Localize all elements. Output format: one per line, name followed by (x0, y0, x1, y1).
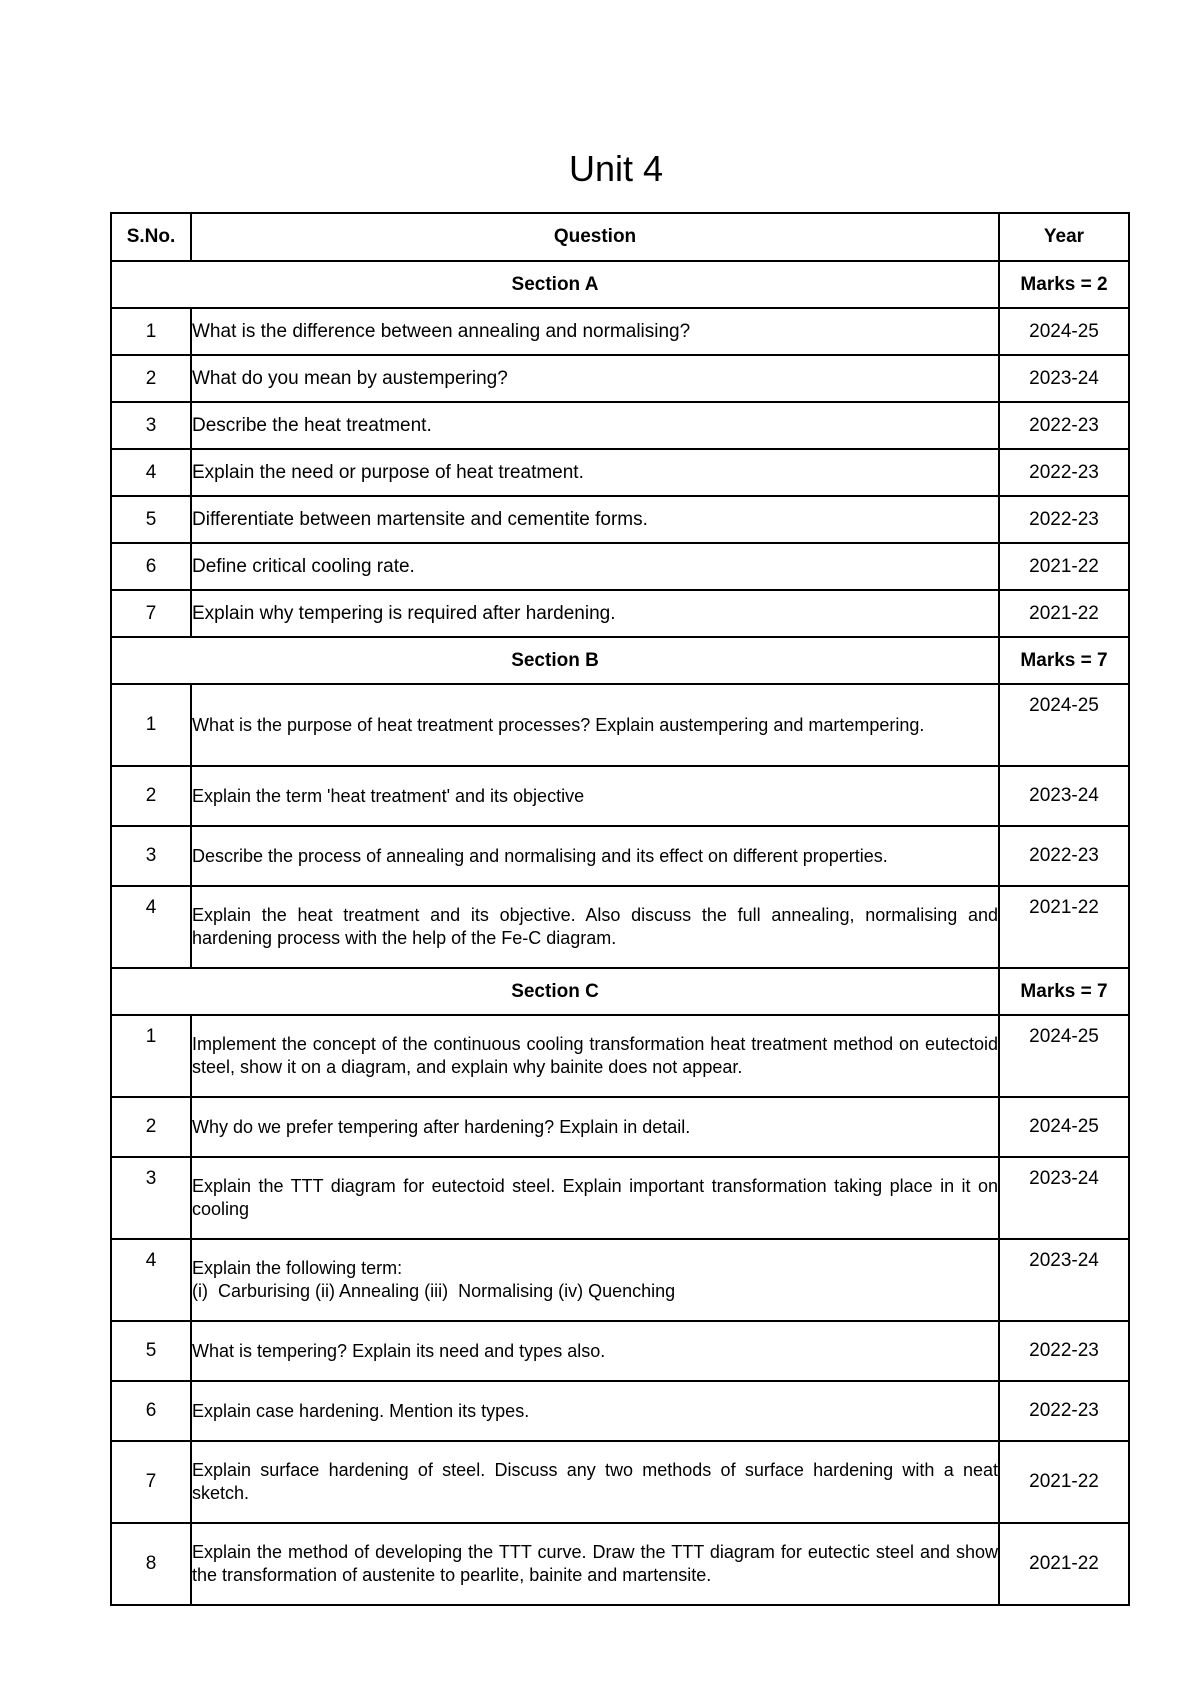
row-question: Explain the heat treatment and its objective. Also discuss the full annealing, normalising and hardening process with the help of the Fe-C diagram. (191, 886, 999, 968)
row-year: 2024-25 (999, 308, 1129, 355)
table-row (111, 590, 1129, 637)
table-row (111, 1523, 1129, 1605)
row-sno: 2 (111, 355, 191, 402)
row-question: Explain why tempering is required after hardening. (191, 590, 999, 637)
row-question: Explain case hardening. Mention its types. (191, 1381, 999, 1441)
table-header-row (111, 213, 1129, 261)
table-row (111, 684, 1129, 766)
table-row (111, 402, 1129, 449)
table-row (111, 355, 1129, 402)
section-title: Section B (111, 637, 999, 684)
row-sno: 7 (111, 590, 191, 637)
row-year: 2023-24 (999, 1239, 1129, 1321)
section-b-row (111, 637, 1129, 684)
row-sno: 6 (111, 1381, 191, 1441)
row-year: 2022-23 (999, 826, 1129, 886)
row-year: 2023-24 (999, 766, 1129, 826)
table-row (111, 308, 1129, 355)
row-year: 2024-25 (999, 1015, 1129, 1097)
row-year: 2022-23 (999, 449, 1129, 496)
row-year: 2022-23 (999, 1321, 1129, 1381)
section-marks: Marks = 2 (999, 261, 1129, 308)
row-question: Explain surface hardening of steel. Discuss any two methods of surface hardening with a neat sketch. (191, 1441, 999, 1523)
section-c-row (111, 968, 1129, 1015)
table-row (111, 826, 1129, 886)
row-question: Differentiate between martensite and cementite forms. (191, 496, 999, 543)
row-year: 2023-24 (999, 1157, 1129, 1239)
row-sno: 4 (111, 1239, 191, 1321)
section-marks: Marks = 7 (999, 968, 1129, 1015)
row-sno: 2 (111, 1097, 191, 1157)
row-sno: 3 (111, 402, 191, 449)
table-row (111, 543, 1129, 590)
row-question: What is the purpose of heat treatment processes? Explain austempering and martempering. (191, 684, 999, 766)
row-year: 2021-22 (999, 1441, 1129, 1523)
header-sno: S.No. (111, 213, 191, 261)
row-sno: 5 (111, 496, 191, 543)
header-question: Question (191, 213, 999, 261)
section-a-row (111, 261, 1129, 308)
row-question (191, 1239, 999, 1321)
table-row (111, 1321, 1129, 1381)
table-row (111, 1381, 1129, 1441)
table-row (111, 449, 1129, 496)
table-row (111, 496, 1129, 543)
section-marks: Marks = 7 (999, 637, 1129, 684)
row-sno: 3 (111, 1157, 191, 1239)
row-year: 2021-22 (999, 590, 1129, 637)
row-sno: 1 (111, 308, 191, 355)
row-year: 2021-22 (999, 886, 1129, 968)
row-sno: 8 (111, 1523, 191, 1605)
section-title: Section C (111, 968, 999, 1015)
row-question: What do you mean by austempering? (191, 355, 999, 402)
row-question: Explain the term 'heat treatment' and its objective (191, 766, 999, 826)
row-year: 2022-23 (999, 402, 1129, 449)
row-sno: 4 (111, 449, 191, 496)
row-year: 2021-22 (999, 543, 1129, 590)
section-title: Section A (111, 261, 999, 308)
row-question: Describe the heat treatment. (191, 402, 999, 449)
row-question: Define critical cooling rate. (191, 543, 999, 590)
row-question: Implement the concept of the continuous cooling transformation heat treatment method on eutectoid steel, show it on a diagram, and explain why bainite does not appear. (191, 1015, 999, 1097)
row-sno: 5 (111, 1321, 191, 1381)
header-year: Year (999, 213, 1129, 261)
row-sno: 7 (111, 1441, 191, 1523)
row-sno: 1 (111, 1015, 191, 1097)
row-sno: 1 (111, 684, 191, 766)
row-question: What is tempering? Explain its need and types also. (191, 1321, 999, 1381)
row-year: 2024-25 (999, 1097, 1129, 1157)
question-line-1: Explain the following term: (192, 1258, 403, 1278)
row-question: Explain the method of developing the TTT curve. Draw the TTT diagram for eutectic steel and show the transformation of austenite to pearlite, bainite and martensite. (191, 1523, 999, 1605)
table-row (111, 1441, 1129, 1523)
question-table (110, 212, 1130, 1606)
row-sno: 3 (111, 826, 191, 886)
row-question: Describe the process of annealing and normalising and its effect on different properties. (191, 826, 999, 886)
row-question: Explain the need or purpose of heat treatment. (191, 449, 999, 496)
row-question: Explain the TTT diagram for eutectoid steel. Explain important transformation taking place in it on cooling (191, 1157, 999, 1239)
row-question: Why do we prefer tempering after hardening? Explain in detail. (191, 1097, 999, 1157)
row-year: 2023-24 (999, 355, 1129, 402)
row-year: 2022-23 (999, 1381, 1129, 1441)
table-row (111, 1157, 1129, 1239)
table-row (111, 1097, 1129, 1157)
table-row (111, 1239, 1129, 1321)
row-question: What is the difference between annealing and normalising? (191, 308, 999, 355)
table-row (111, 1015, 1129, 1097)
row-sno: 6 (111, 543, 191, 590)
table-row (111, 766, 1129, 826)
question-line-2: (i) Carburising (ii) Annealing (iii) Normalising (iv) Quenching (192, 1281, 676, 1301)
row-year: 2024-25 (999, 684, 1129, 766)
page-title: Unit 4 (568, 148, 664, 189)
row-sno: 2 (111, 766, 191, 826)
table-row (111, 886, 1129, 968)
row-sno: 4 (111, 886, 191, 968)
row-year: 2021-22 (999, 1523, 1129, 1605)
row-year: 2022-23 (999, 496, 1129, 543)
